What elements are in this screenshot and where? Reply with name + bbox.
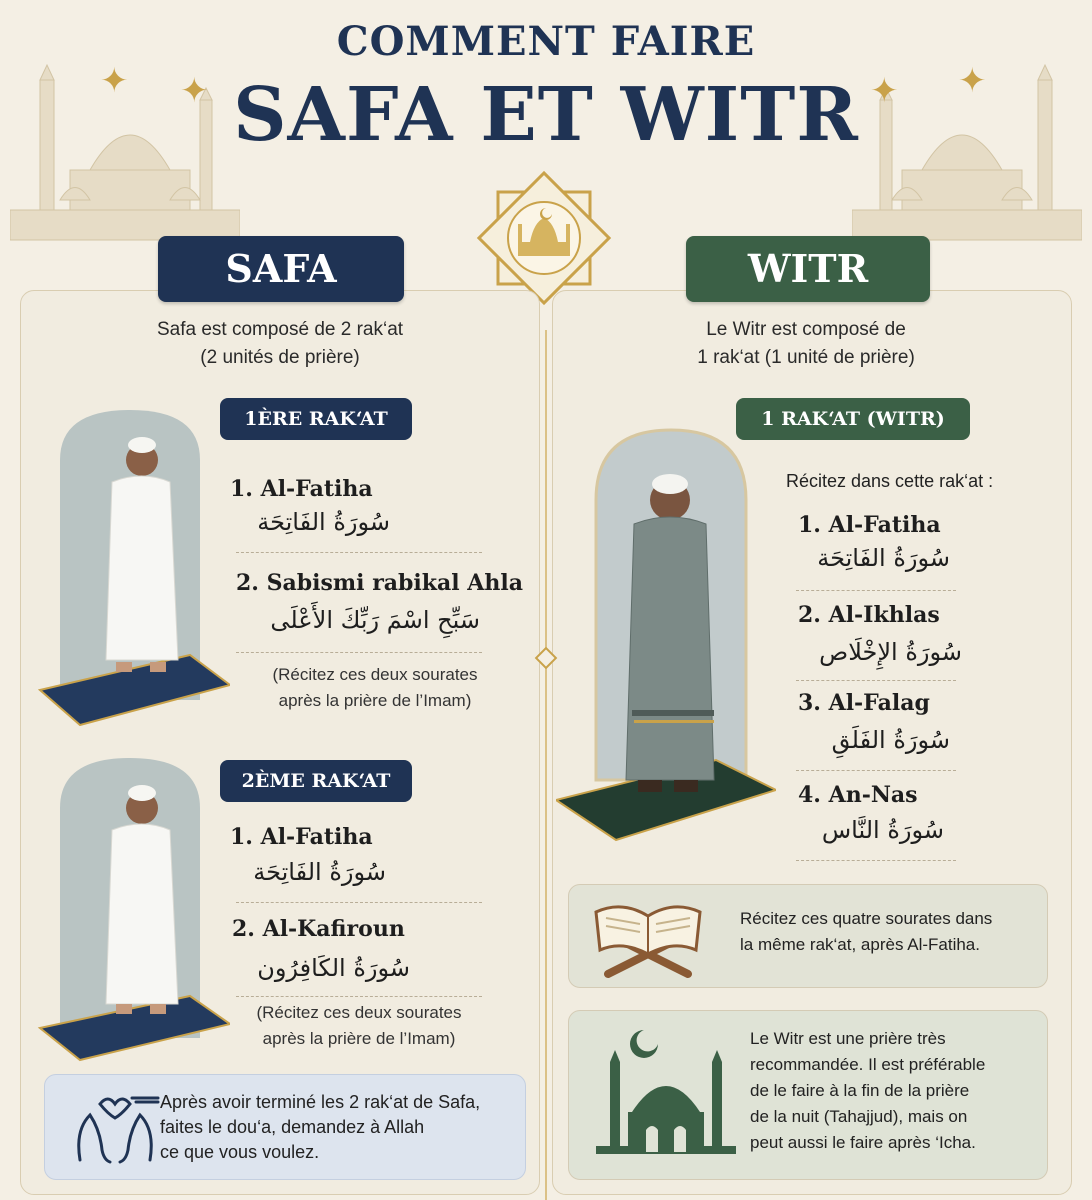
recommendation-line4: de la nuit (Tahajjud), mais on bbox=[750, 1107, 968, 1126]
center-divider bbox=[545, 330, 547, 1200]
safa-r2-surah1-name: 1. Al-Fatiha bbox=[230, 824, 373, 850]
safa-r1-note bbox=[250, 662, 500, 714]
title-big: SAFA ET WITR bbox=[233, 72, 859, 158]
star-icon: ✦ bbox=[958, 62, 987, 100]
safa-r2-note bbox=[234, 1000, 484, 1052]
safa-banner: SAFA bbox=[158, 236, 404, 302]
safa-r2-surah2-name: 2. Al-Kafiroun bbox=[232, 916, 405, 942]
witr-surah1-name: 1. Al-Fatiha bbox=[798, 512, 941, 538]
safa-intro-line2: (2 unités de prière) bbox=[200, 347, 360, 368]
title-small: COMMENT FAIRE bbox=[336, 18, 756, 65]
doua-line2: faites le dou‘a, demandez à Allah bbox=[160, 1117, 425, 1137]
separator bbox=[236, 902, 482, 903]
recommendation-line1: Le Witr est une prière très bbox=[750, 1029, 946, 1048]
quran-note-line2: la même rak‘at, après Al-Fatiha. bbox=[740, 935, 980, 954]
safa-rakat2-label: 2ÈME RAK‘AT bbox=[220, 760, 412, 802]
separator bbox=[796, 680, 956, 681]
praying-man-white-figure bbox=[30, 748, 230, 1068]
safa-r1-surah1-name: 1. Al-Fatiha bbox=[230, 476, 373, 502]
witr-intro-line2: 1 rak‘at (1 unité de prière) bbox=[697, 347, 915, 368]
safa-rakat1-label: 1ÈRE RAK‘AT bbox=[220, 398, 412, 440]
witr-surah1-arabic: سُورَةُ الفَاتِحَة bbox=[817, 544, 950, 572]
quran-book-icon bbox=[588, 894, 708, 980]
praying-hands-icon bbox=[70, 1090, 160, 1170]
separator bbox=[796, 770, 956, 771]
mosque-crescent-icon bbox=[596, 1022, 736, 1162]
safa-r1-surah1-arabic: سُورَةُ الفَاتِحَة bbox=[257, 508, 390, 536]
quran-note-text bbox=[740, 906, 1040, 958]
witr-banner: WITR bbox=[686, 236, 930, 302]
recommendation-line2: recommandée. Il est préférable bbox=[750, 1055, 986, 1074]
star-icon: ✦ bbox=[180, 72, 209, 110]
star-icon: ✦ bbox=[870, 72, 899, 110]
separator bbox=[796, 590, 956, 591]
separator bbox=[796, 860, 956, 861]
mosque-medallion-icon bbox=[474, 168, 614, 308]
doua-text bbox=[160, 1090, 510, 1165]
witr-subtitle: Récitez dans cette rak‘at : bbox=[786, 471, 994, 491]
safa-r2-note-line1: (Récitez ces deux sourates bbox=[256, 1003, 462, 1022]
praying-man-white-figure bbox=[30, 400, 230, 730]
recommendation-line3: de le faire à la fin de la prière bbox=[750, 1081, 970, 1100]
witr-intro bbox=[636, 316, 976, 372]
praying-man-grey-figure bbox=[556, 420, 776, 850]
witr-intro-line1: Le Witr est composé de bbox=[706, 319, 906, 340]
recommendation-line5: peut aussi le faire après ‘Icha. bbox=[750, 1133, 976, 1152]
witr-surah2-name: 2. Al-Ikhlas bbox=[798, 602, 940, 628]
safa-r1-note-line1: (Récitez ces deux sourates bbox=[272, 665, 478, 684]
safa-r1-note-line2: après la prière de l’Imam) bbox=[278, 691, 472, 710]
quran-note-line1: Récitez ces quatre sourates dans bbox=[740, 909, 993, 928]
separator bbox=[236, 652, 482, 653]
safa-r2-surah1-arabic: سُورَةُ الفَاتِحَة bbox=[253, 858, 386, 886]
safa-r2-surah2-arabic: سُورَةُ الكَافِرُون bbox=[257, 954, 410, 982]
safa-intro-line1: Safa est composé de 2 rak‘at bbox=[156, 319, 404, 340]
doua-line1: Après avoir terminé les 2 rak‘at de Safa, bbox=[160, 1092, 481, 1112]
safa-r2-note-line2: après la prière de l’Imam) bbox=[262, 1029, 456, 1048]
separator bbox=[236, 996, 482, 997]
witr-rakat-label: 1 RAK‘AT (WITR) bbox=[736, 398, 970, 440]
doua-line3: ce que vous voulez. bbox=[160, 1142, 320, 1162]
safa-r1-surah2-arabic: سَبِّحِ اسْمَ رَبِّكَ الأَعْلَى bbox=[270, 606, 480, 634]
safa-intro bbox=[110, 316, 450, 372]
safa-r1-surah2-name: 2. Sabismi rabikal Ahla bbox=[236, 570, 523, 596]
witr-surah3-name: 3. Al-Falag bbox=[798, 690, 930, 716]
star-icon: ✦ bbox=[100, 62, 129, 100]
separator bbox=[236, 552, 482, 553]
witr-recommendation-text bbox=[750, 1026, 1040, 1156]
witr-surah3-arabic: سُورَةُ الفَلَقِ bbox=[831, 726, 950, 754]
witr-surah4-name: 4. An-Nas bbox=[798, 782, 918, 808]
witr-surah2-arabic: سُورَةُ الإِخْلَاص bbox=[819, 638, 962, 666]
witr-surah4-arabic: سُورَةُ النَّاس bbox=[821, 816, 944, 844]
